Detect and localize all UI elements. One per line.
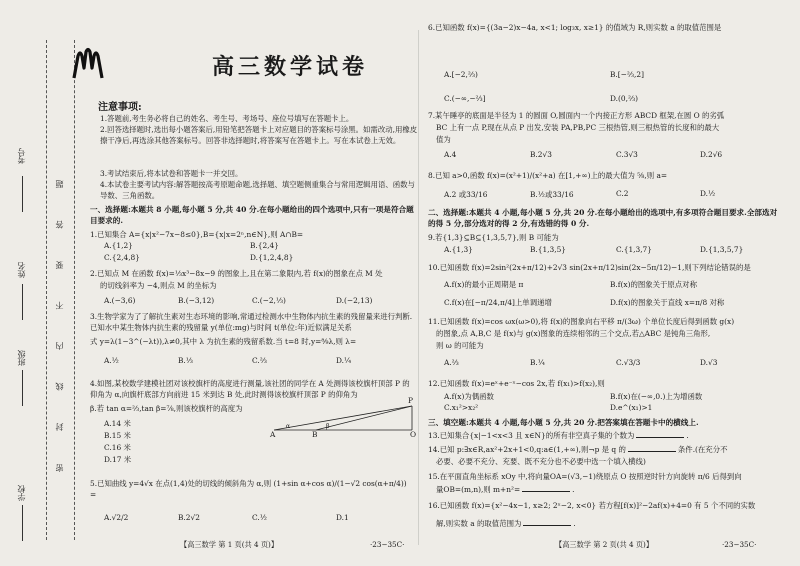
figure-label-o: O [410, 430, 417, 439]
answer-blank[interactable] [523, 525, 571, 526]
question-stem: 必要、必要不充分、充要、既不充分也不必要中选一个填入横线) [436, 457, 646, 466]
name-label: 姓名 [17, 262, 26, 278]
option: C.{1,3,7} [616, 245, 652, 254]
option: B.f(x)在(−∞,0.)上为增函数 [610, 392, 703, 401]
option: A.f(x)为偶函数 [444, 392, 494, 401]
question-stem: 式 y=λ(1−3^(−λt)),λ≠0,其中 λ 为抗生素的残留系数.当 t=8 时,y=⁸⁄₉λ,则 λ= [90, 337, 357, 346]
notice-item: 4.本试卷主要考试内容:解答题按高考原题命题,选择题、填空题侧重集合与常用逻辑用语、函数与导数、三角函数。 [100, 180, 415, 200]
binding-margin [0, 0, 92, 566]
question-stem: 13.已知集合{x|−1<x<3 且 x∈N}的所有非空真子集的个数为 . [428, 431, 689, 440]
option: B.¼ [530, 358, 545, 367]
option: B.½或33/16 [530, 190, 574, 199]
option: C.x₁²>x₂² [444, 403, 479, 412]
option: C.√3/3 [616, 358, 641, 367]
option: D.½ [700, 189, 716, 198]
option: A.(−3,6) [104, 296, 136, 305]
page-code-right: ·23−35C· [722, 540, 757, 549]
option: C.2 [616, 189, 629, 198]
page-footer-right: 【高三数学 第 2 页(共 4 页)】 [555, 540, 654, 549]
question-stem: 3.生物学家为了了解抗生素对生态环境的影响,常通过检测水中生物体内抗生素的残留量来进行判断.已知水中某生物体内抗生素的残留量 y(单位:mg)与时间 t(单位:年)近似满足关系 [90, 312, 413, 332]
section-heading: 二、选择题:本题共 4 小题,每小题 5 分,共 20 分.在每小题给出的选项中,有多项符合题目要求.全部选对的得 5 分,部分选对的得 2 分,有选错的得 0 分. [428, 208, 778, 228]
question-stem: 解,则实数 a 的取值范围为 . [436, 519, 576, 528]
seal-notice: 密 封 线 内 不 要 答 题 [55, 165, 64, 472]
question-stem: 15.在平面直角坐标系 xOy 中,将向量OA=(√3,−1)绕原点 O 按照逆时针方向旋转 π/6 后得到向 [428, 472, 742, 481]
question-stem: BC 上有一点 P,现在从点 P 出发,安装 PA,PB,PC 三根热管,则三根热管的长度和的最大 [436, 123, 720, 132]
option: B.⅓ [178, 356, 193, 365]
question-stem: 4.如图,某校数学建模社团对该校旗杆的高度进行测量,该社团的同学在 A 处测得该校旗杆顶部 P 的仰角为 α,向旗杆底部方向前进 15 米到达 B 处,此时测得该校旗杆顶部 P 的仰角为 [90, 379, 410, 399]
option: C.{2,4,8} [104, 253, 140, 262]
option: A.[−2,⅔) [444, 70, 478, 79]
flagpole-figure [270, 396, 418, 439]
question-stem: 的图象,点 A,B,C 是 f(x)与 g(x)图象的连续相邻的三个交点,若△ABC 是钝角三角形, [436, 329, 711, 338]
option: A.√2/2 [104, 513, 129, 522]
option: D.(−2,13) [336, 296, 373, 305]
exam-no-label: 考号 [17, 148, 26, 164]
notice-item: 1.答题前,考生务必将自己的姓名、考生号、考场号、座位号填写在答题卡上。 [100, 114, 354, 123]
option: D.√3 [700, 358, 718, 367]
question-stem: 11.已知函数 f(x)=cos ωx(ω>0),将 f(x)的图象向右平移 π/(3ω) 个单位长度后得到函数 g(x) [428, 317, 735, 326]
page-code-left: ·23−35C· [370, 540, 405, 549]
notice-heading: 注意事项: [98, 102, 142, 113]
answer-blank[interactable] [636, 437, 684, 438]
option: D.f(x)的图象关于直线 x=π/8 对称 [610, 298, 725, 307]
option: C.16 米 [104, 443, 131, 452]
section-heading: 三、填空题:本题共 4 小题,每小题 5 分,共 20 分.把答案填在答题卡中的横线上. [428, 418, 699, 427]
figure-label-beta: β [326, 423, 330, 430]
option: B.2√3 [530, 150, 552, 159]
figure-label-alpha: α [286, 423, 291, 430]
option: C.(−2,⅓) [252, 296, 286, 305]
figure-label-b: B [312, 430, 318, 439]
question-stem: β.若 tan α=⅔,tan β=⅞,则该校旗杆的高度为 [90, 404, 243, 413]
option: D.1 [336, 513, 349, 522]
option: A.{1,2} [104, 241, 133, 250]
question-stem: 1.已知集合 A={x|x²−7x−8≤0},B={x|x=2ⁿ,n∈N},则 A∩B= [90, 230, 304, 239]
option: D.17 米 [104, 455, 132, 464]
question-stem: 16.已知函数 f(x)={x²−4x−1, x≥2; 2ˣ−2, x<0} 若方程[f(x)]²−2af(x)+4=0 有 5 个不同的实数 [428, 501, 756, 510]
option: D.{1,3,5,7} [700, 245, 744, 254]
question-stem: 12.已知函数 f(x)=eˣ+e⁻ˣ−cos 2x,若 f(x₁)>f(x₂),则 [428, 379, 605, 388]
school-label: 学校 [17, 485, 26, 501]
question-stem: 10.已知函数 f(x)=2sin²(2x+π/12)+2√3 sin(2x+π/12)sin(2x−5π/12)−1,则下列结论错误的是 [428, 263, 751, 272]
question-stem: 2.已知点 M 在函数 f(x)=⅓x³−8x−9 的图象上,且在第二象限内,若 f(x)的图象在点 M 处 [90, 269, 383, 278]
page-title: 高三数学试卷 [211, 54, 368, 80]
option: B.(−3,12) [178, 296, 215, 305]
answer-blank[interactable] [522, 491, 570, 492]
option: A.{1,3} [444, 245, 473, 254]
figure-label-p: P [408, 396, 413, 405]
question-stem: 8.已知 a>0,函数 f(x)=(x²+1)/(x²+a) 在[1,+∞)上的最大值为 ⁵⁄₈,则 a= [428, 171, 668, 180]
option: A.2 或33/16 [444, 190, 488, 199]
question-stem: 值为 [436, 135, 451, 144]
question-stem: 则 ω 的可能为 [436, 341, 484, 350]
option: D.{1,2,4,8} [250, 253, 294, 262]
option: C.3√3 [616, 150, 638, 159]
page-footer-left: 【高三数学 第 1 页(共 4 页)】 [180, 540, 279, 549]
option: D.(0,⅔) [610, 94, 638, 103]
question-stem: 14.已知 p:∃x∈R,ax²+2x+1<0,q:a∈(1,+∞),则¬p 是 q 的 条件.(在充分不 [428, 445, 728, 454]
option: C.⅔ [252, 356, 267, 365]
figure-label-a: A [270, 430, 276, 439]
option: D.e^(x₁)>1 [610, 403, 653, 412]
section-heading: 一、选择题:本题共 8 小题,每小题 5 分,共 40 分.在每小题给出的四个选项中,只有一项是符合题目要求的. [90, 205, 414, 225]
question-stem: 量OB=(m,n),则 m+n²= . [436, 485, 575, 494]
option: B.f(x)的图象关于原点对称 [610, 280, 697, 289]
option: A.4 [444, 150, 457, 159]
question-stem: 的切线斜率为 −4,则点 M 的坐标为 [100, 281, 217, 290]
option: C.½ [252, 513, 267, 522]
option: B.{2,4} [250, 241, 279, 250]
option: B.[−⅔,2] [610, 70, 644, 79]
option: B.{1,3,5} [530, 245, 566, 254]
question-stem: 9.若{1,3}⊆B⊆{1,3,5,7},则 B 可能为 [428, 233, 559, 242]
question-stem: 7.某午睡亭的底面是半径为 1 的圆面 O,圆面内一个内接正方形 ABCD 框架,在圆 O 的劣弧 [428, 111, 725, 120]
question-stem: 5.已知曲线 y=4√x 在点(1,4)处的切线的倾斜角为 α,则 (1+sin α+cos α)/(1−√2 cos(α+π/4)) = [90, 479, 407, 499]
option: C.f(x)在[−π/24,π/4]上单调递增 [444, 298, 552, 307]
class-label: 班级 [17, 350, 26, 366]
option: D.2√6 [700, 150, 723, 159]
option: D.¼ [336, 356, 352, 365]
notice-item: 3.考试结束后,将本试卷和答题卡一并交回。 [100, 169, 243, 178]
option: A.14 米 [104, 419, 131, 428]
notice-item: 2.回答选择题时,选出每小题答案后,用铅笔把答题卡上对应题目的答案标号涂黑。如需改动,用橡皮擦干净后,再选涂其他答案标号。回答非选择题时,将答案写在答题卡上。写在本试卷上无效。 [100, 125, 418, 145]
option: A.f(x)的最小正周期是 π [444, 280, 524, 289]
question-stem: 6.已知函数 f(x)={(3a−2)x−4a, x<1; log₃x, x≥1} 的值域为 R,则实数 a 的取值范围是 [428, 23, 722, 32]
publisher-logo [68, 44, 108, 84]
option: B.2√2 [178, 513, 200, 522]
option: A.½ [104, 356, 119, 365]
option: B.15 米 [104, 431, 131, 440]
option: A.⅔ [444, 358, 459, 367]
answer-blank[interactable] [628, 451, 676, 452]
option: C.(−∞,−⅔] [444, 94, 486, 103]
